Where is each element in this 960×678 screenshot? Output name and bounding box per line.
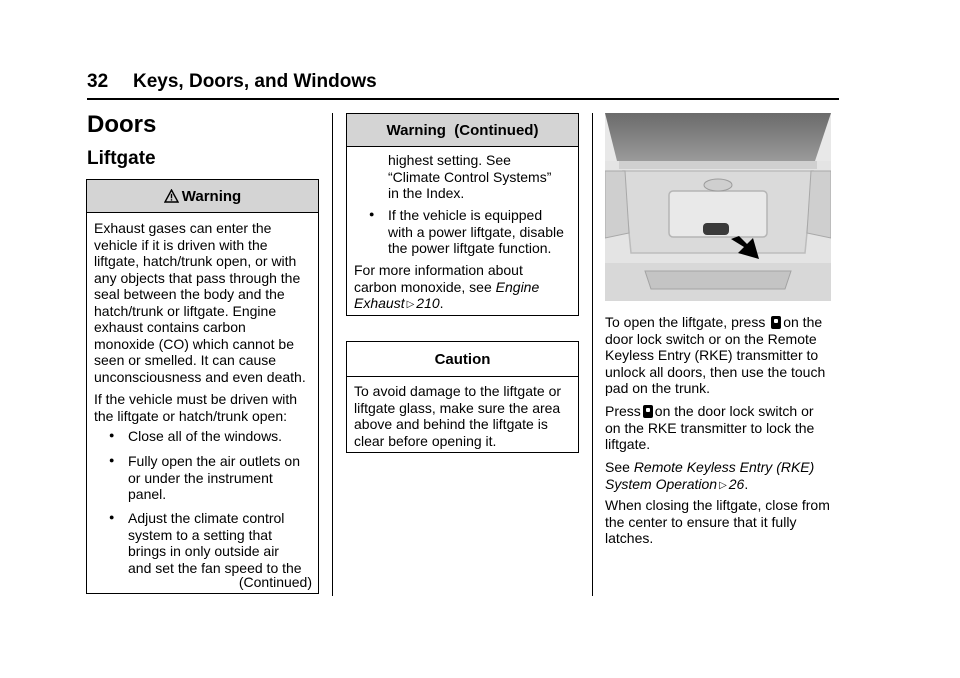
warning-paragraph-2 (94, 391, 318, 424)
arrow-ref-icon: ▷ (406, 299, 415, 310)
bullet: ● (109, 430, 115, 440)
text-line (605, 459, 845, 476)
text-line: panel. (128, 486, 167, 502)
text-line (354, 279, 578, 296)
link-engine-exhaust-2[interactable]: Exhaust (354, 295, 405, 311)
warning-continued-header: Warning (Continued) (347, 114, 578, 147)
right-paragraph-4 (605, 497, 845, 547)
warning-continued-box (346, 113, 579, 316)
warning-continued-paragraph (354, 262, 578, 314)
text-line: and set the fan speed to the (128, 559, 302, 576)
heading-doors: Doors (87, 111, 157, 138)
link-rke-2[interactable]: System Operation (605, 475, 718, 492)
bullet: ● (369, 209, 375, 219)
text-line: brings in only outside air (128, 543, 279, 559)
text-line: hatch/trunk or liftgate. Engine (94, 302, 277, 319)
text-line: the power liftgate function. (388, 240, 552, 256)
text-span: on the door lock switch or (654, 403, 814, 419)
caution-box (346, 341, 579, 453)
text-line: When closing the liftgate, close from (605, 497, 830, 513)
text-line: Keyless Entry (RKE) transmitter to (605, 347, 819, 363)
text-line: in the Index. (388, 185, 465, 201)
text-line: To avoid damage to the liftgate or (354, 383, 562, 399)
page-ref[interactable]: 26 (728, 475, 745, 492)
column-divider-1 (332, 113, 333, 596)
link-engine-exhaust[interactable]: Engine (495, 278, 540, 295)
text-line: pad on the trunk. (605, 380, 711, 396)
text-line: “Climate Control Systems” (388, 168, 552, 185)
arrow-ref-icon: ▷ (719, 479, 727, 491)
text-line: the center to ensure that it fully (605, 513, 797, 530)
text-line: highest setting. See (388, 152, 511, 168)
text-line: with a power liftgate, disable (388, 223, 564, 240)
text-line: seen or smelled. It can cause (94, 352, 277, 368)
text-line: liftgate, hatch/trunk open, or with (94, 253, 297, 269)
text-line: monoxide (CO) which cannot be (94, 335, 294, 352)
text-line: unlock all doors, then use the touch (605, 363, 826, 380)
text-span: See (605, 459, 630, 475)
heading-liftgate: Liftgate (87, 148, 156, 169)
bullet: ● (109, 512, 115, 522)
text-line: Adjust the climate control (128, 510, 285, 526)
right-paragraph-2 (605, 403, 845, 453)
warning-triangle-icon (164, 189, 179, 203)
warning-bullet-3 (128, 510, 302, 576)
liftgate-illustration (605, 113, 831, 301)
warning-paragraph-1 (94, 220, 318, 385)
warning-title: Warning (181, 188, 242, 205)
page-number: 32 (87, 71, 109, 92)
text-line: on the RKE transmitter to lock the (605, 419, 815, 436)
text-line: If the vehicle is equipped (388, 207, 543, 223)
text-span: on the (783, 314, 823, 330)
right-paragraph-3 (605, 459, 845, 494)
caution-header: Caution (347, 342, 578, 377)
text-line: liftgate glass, make sure the area (354, 399, 561, 416)
text-line (605, 314, 845, 331)
text-line: clear before opening it. (354, 432, 497, 449)
text-end: . (439, 295, 444, 311)
text-line: or under the instrument (128, 469, 273, 486)
text-line: latches. (605, 530, 654, 546)
text-line: seal between the body and the (94, 286, 285, 302)
warning-continued-bullet (388, 207, 564, 257)
vehicle-rear-image (605, 113, 831, 301)
text-line: door lock switch or on the Remote (605, 330, 817, 347)
text-line: carbon monoxide, see (354, 278, 492, 295)
page-ref[interactable]: 210 (416, 295, 440, 311)
text-line: any objects that pass through the (94, 269, 301, 286)
text-line: vehicle if it is driven with the (94, 236, 268, 253)
warning-bullet-2 (128, 453, 300, 503)
continued-label: (Continued) (238, 574, 312, 590)
text-span: Press (605, 403, 641, 419)
text-line: For more information about (354, 262, 523, 278)
warning-header (87, 180, 318, 213)
text-line: system to a setting that (128, 526, 272, 543)
right-paragraph-1 (605, 314, 845, 397)
text-line (605, 403, 845, 420)
text-line: Close all of the windows. (128, 428, 283, 444)
warning-bullet-1 (128, 428, 282, 445)
column-divider-2 (592, 113, 593, 596)
text-line: Fully open the air outlets on (128, 453, 300, 469)
caution-text (354, 383, 578, 449)
warning-box (86, 179, 319, 594)
section-title: Keys, Doors, and Windows (133, 71, 377, 92)
text-line: the liftgate or hatch/trunk open: (94, 407, 288, 424)
text-line: above and behind the liftgate is (354, 416, 548, 432)
text-line: unconsciousness and even death. (94, 368, 306, 385)
link-rke[interactable]: Remote Keyless Entry (RKE) (633, 459, 815, 475)
text-line: Exhaust gases can enter the (94, 220, 272, 236)
text-line (605, 476, 845, 495)
text-span: To open the liftgate, press (605, 314, 766, 330)
text-line: If the vehicle must be driven with (94, 391, 298, 407)
header-rule (87, 98, 839, 100)
lock-key-icon (643, 405, 653, 418)
text-line: exhaust contains carbon (94, 319, 246, 335)
text-end: . (744, 475, 749, 492)
bullet: ● (109, 455, 115, 465)
text-line: liftgate. (605, 436, 651, 452)
warning-continued-lines (388, 152, 551, 202)
unlock-key-icon (771, 316, 781, 329)
text-line (354, 295, 578, 314)
